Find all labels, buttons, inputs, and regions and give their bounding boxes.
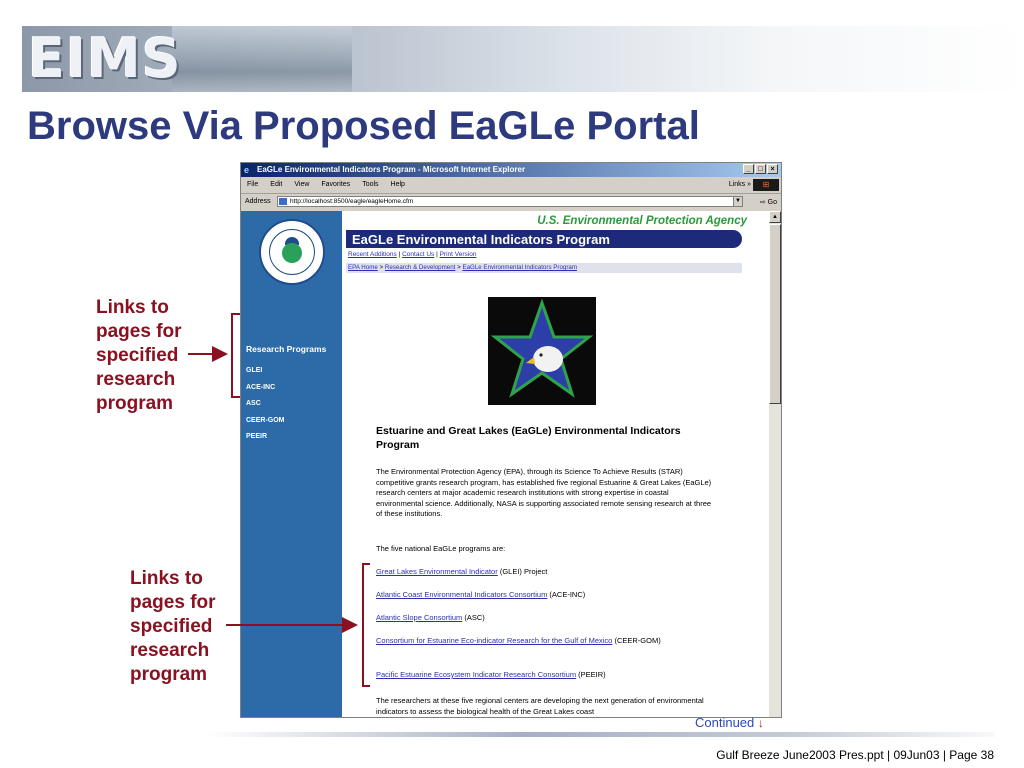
eagle-eye [539, 353, 542, 356]
program-abbr: (PEEIR) [576, 670, 606, 679]
utility-links [348, 251, 476, 258]
scroll-up-icon[interactable]: ▲ [769, 211, 781, 223]
breadcrumb-research-development[interactable]: Research & Development [384, 264, 456, 271]
program-item-asc [376, 613, 716, 624]
nav-item-peeir[interactable]: PEEIR [246, 433, 268, 440]
epa-seal-icon[interactable] [259, 219, 325, 285]
windows-logo-icon: ⊞ [753, 179, 779, 191]
recent-additions-link[interactable]: Recent Additions [348, 251, 397, 258]
annotation-line: pages for [96, 321, 182, 342]
article-paragraph: The Environmental Protection Agency (EPA), through its Science To Achieve Results (STAR) competitive grants research program, has established five regional Estuarine & Great Lakes (EaGLe) research centers at major academic research institutions with strong expertise in coastal environmental science. Additionally, NASA is supporting associated remote sensing research at three of these institutions. [376, 467, 712, 518]
address-label: Address [245, 198, 271, 205]
menu-help[interactable]: Help [390, 181, 405, 188]
print-version-link[interactable]: Print Version [439, 251, 477, 258]
annotation-line: research [130, 640, 210, 661]
nav-item-asc[interactable]: ASC [246, 400, 261, 407]
go-label: Go [767, 199, 777, 206]
address-dropdown-icon[interactable]: ▼ [733, 196, 743, 207]
eagle-star-logo [488, 297, 596, 405]
program-title-bar [346, 230, 742, 248]
program-link-asc[interactable]: Atlantic Slope Consortium [376, 613, 463, 622]
nav-list [246, 367, 285, 450]
page-content [342, 211, 769, 718]
bottom-paragraph: The researchers at these five regional centers are developing the next generation of environmental indicators to assess the biological health of the Great Lakes coast [376, 696, 704, 716]
annotation-top-bracket [232, 314, 240, 397]
links-button[interactable]: Links » [728, 181, 751, 188]
minimize-button[interactable]: _ [743, 164, 754, 174]
menu-file[interactable]: File [247, 181, 259, 188]
scroll-thumb[interactable] [769, 224, 781, 404]
article-title: Estuarine and Great Lakes (EaGLe) Environmental Indicators Program [376, 425, 681, 451]
banner-photo [172, 26, 352, 92]
program-item-glei [376, 567, 716, 578]
continued-label [695, 715, 764, 730]
nav-item-ace-inc[interactable]: ACE-INC [246, 383, 276, 391]
breadcrumb-separator: > [455, 264, 463, 271]
breadcrumb-epa-home[interactable]: EPA Home [348, 264, 378, 271]
program-item-peeir [376, 670, 716, 681]
program-link-ace-inc[interactable]: Atlantic Coast Environmental Indicators Consortium [376, 590, 548, 599]
menu-tools[interactable]: Tools [362, 181, 379, 188]
menu-view[interactable]: View [294, 181, 310, 188]
eims-logo: EIMS [28, 27, 182, 90]
agency-title[interactable]: U.S. Environmental Protection Agency [537, 215, 747, 227]
slide-title: Browse Via Proposed EaGLe Portal [27, 104, 700, 148]
annotation-line: Links to [96, 297, 169, 318]
seal-flower [282, 243, 302, 263]
program-link-ceer-gom[interactable]: Consortium for Estuarine Eco-indicator Research for the Gulf of Mexico [376, 636, 613, 645]
footer-divider [205, 732, 995, 737]
annotation-top [96, 296, 182, 416]
window-titlebar[interactable] [241, 163, 781, 177]
window-title: EaGLe Environmental Indicators Program - Microsoft Internet Explorer [257, 165, 526, 174]
program-link-peeir[interactable]: Pacific Estuarine Ecosystem Indicator Research Consortium [376, 670, 577, 679]
browser-window [240, 162, 782, 718]
annotation-line: specified [130, 616, 213, 637]
annotation-line: program [96, 393, 174, 414]
menu-bar [241, 178, 781, 194]
go-button[interactable] [760, 198, 777, 206]
program-title: EaGLe Environmental Indicators Program [352, 232, 610, 247]
continued-text: Continued [695, 715, 755, 730]
programs-intro: The five national EaGLe programs are: [376, 544, 506, 553]
breadcrumb-separator: > [377, 264, 385, 271]
nav-item-glei[interactable]: GLEI [246, 367, 263, 374]
annotation-line: pages for [130, 592, 216, 613]
go-arrow-icon: ⇨ [759, 199, 766, 206]
program-abbr: (ACE-INC) [547, 590, 586, 599]
annotation-line: specified [96, 345, 179, 366]
address-input[interactable]: http://localhost:8500/eagle/eagleHome.cfm [277, 196, 735, 207]
close-button[interactable]: × [767, 164, 778, 174]
internet-explorer-icon: e [244, 165, 250, 175]
separator: | [396, 251, 403, 258]
annotation-line: program [130, 664, 208, 685]
menu-edit[interactable]: Edit [270, 181, 283, 188]
maximize-button[interactable]: □ [755, 164, 766, 174]
annotation-line: research [96, 369, 176, 390]
annotation-bottom [130, 567, 216, 687]
program-abbr: (ASC) [462, 613, 485, 622]
vertical-scrollbar[interactable] [769, 211, 781, 718]
nav-heading: Research Programs [246, 344, 327, 354]
program-link-glei[interactable]: Great Lakes Environmental Indicator [376, 567, 498, 576]
program-item-ceer-gom [376, 636, 716, 647]
breadcrumb-eagle-program[interactable]: EaGLe Environmental Indicators Program [462, 264, 577, 271]
menu-favorites[interactable]: Favorites [321, 181, 351, 188]
program-abbr: (GLEI) Project [497, 567, 548, 576]
left-nav [241, 211, 342, 718]
program-item-ace-inc [376, 590, 716, 601]
page-icon [279, 198, 287, 205]
down-arrow-icon: ↓ [757, 716, 764, 730]
annotation-line: Links to [130, 568, 203, 589]
separator: | [434, 251, 440, 258]
slide-footer: Gulf Breeze June2003 Pres.ppt | 09Jun03 | Page 38 [716, 748, 994, 762]
eims-banner [22, 26, 1024, 92]
eagle-head [533, 346, 563, 372]
program-abbr: (CEER-GOM) [612, 636, 661, 645]
page-viewport [241, 211, 769, 718]
contact-us-link[interactable]: Contact Us [402, 251, 435, 258]
breadcrumb [346, 263, 742, 273]
address-bar [241, 194, 781, 210]
nav-item-ceer-gom[interactable]: CEER-GOM [246, 416, 285, 424]
